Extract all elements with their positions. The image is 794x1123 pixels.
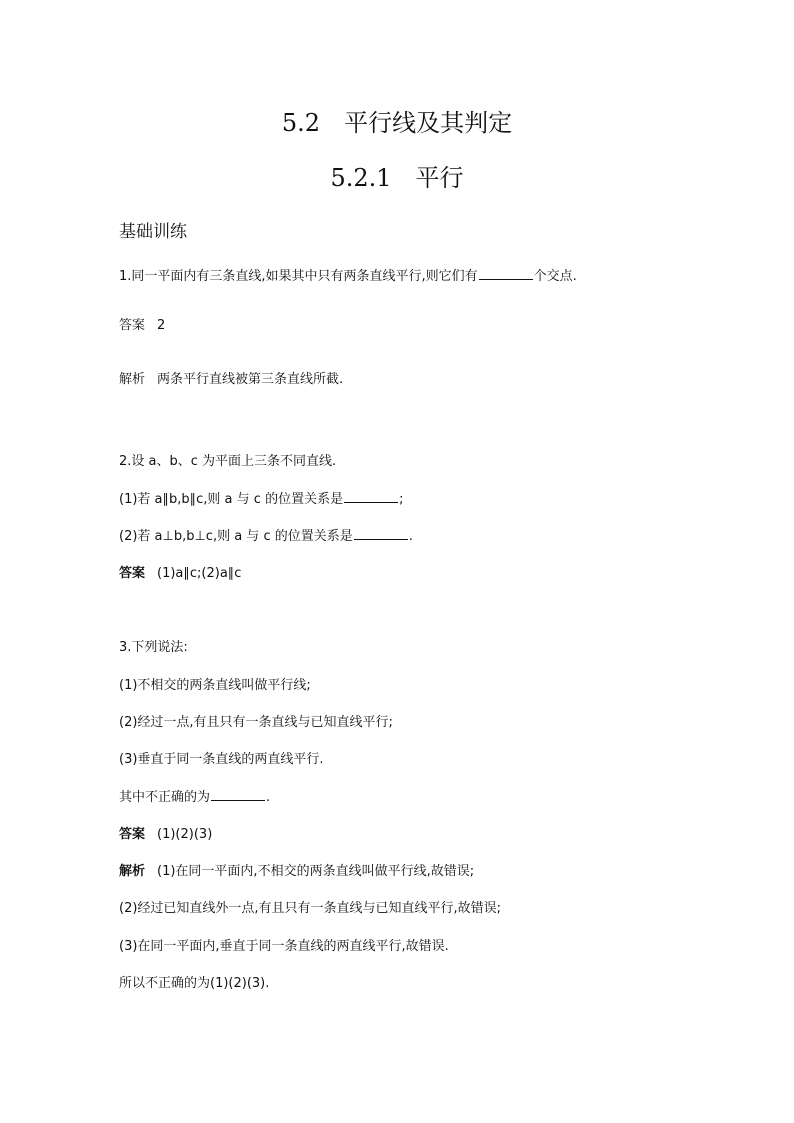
answer-blank [479, 267, 533, 280]
q3-analysis-1: 解析 (1)在同一平面内,不相交的两条直线叫做平行线,故错误; [119, 864, 475, 879]
q3-conclusion: 所以不正确的为(1)(2)(3). [119, 976, 270, 991]
page-subtitle: 5.2.1 平行 [330, 164, 464, 192]
answer-label: 答案 [119, 827, 146, 842]
answer-blank [344, 490, 398, 503]
q3-analysis-2: (2)经过已知直线外一点,有且只有一条直线与已知直线平行,故错误; [119, 901, 502, 916]
answer-label: 答案 [119, 566, 146, 581]
q3-stem: 3.下列说法: [119, 640, 188, 655]
q3-question: 其中不正确的为 . [119, 790, 271, 805]
q2-part2: (2)若 a⊥b,b⊥c,则 a 与 c 的位置关系是 . [119, 529, 413, 544]
q3-statement-1: (1)不相交的两条直线叫做平行线; [119, 678, 311, 693]
q3-analysis-3: (3)在同一平面内,垂直于同一条直线的两直线平行,故错误. [119, 939, 449, 954]
answer-blank [211, 788, 265, 801]
analysis-label: 解析 [119, 864, 146, 879]
analysis-label: 解析 [119, 372, 146, 387]
q3-answer: 答案 (1)(2)(3) [119, 827, 213, 842]
q3-statement-2: (2)经过一点,有且只有一条直线与已知直线平行; [119, 715, 393, 730]
page-title: 5.2 平行线及其判定 [281, 109, 513, 137]
q2-stem: 2.设 a、b、c 为平面上三条不同直线. [119, 454, 337, 469]
q1-stem: 1.同一平面内有三条直线,如果其中只有两条直线平行,则它们有 个交点. [119, 269, 577, 284]
q1-analysis: 解析 两条平行直线被第三条直线所截. [119, 372, 344, 387]
answer-label: 答案 [119, 318, 146, 333]
section-heading: 基础训练 [119, 222, 187, 242]
q3-statement-3: (3)垂直于同一条直线的两直线平行. [119, 752, 324, 767]
q2-part1: (1)若 a∥b,b∥c,则 a 与 c 的位置关系是 ; [119, 492, 404, 507]
q1-answer: 答案 2 [119, 318, 166, 333]
q2-answer: 答案 (1)a∥c;(2)a∥c [119, 566, 242, 581]
answer-blank [354, 527, 408, 540]
